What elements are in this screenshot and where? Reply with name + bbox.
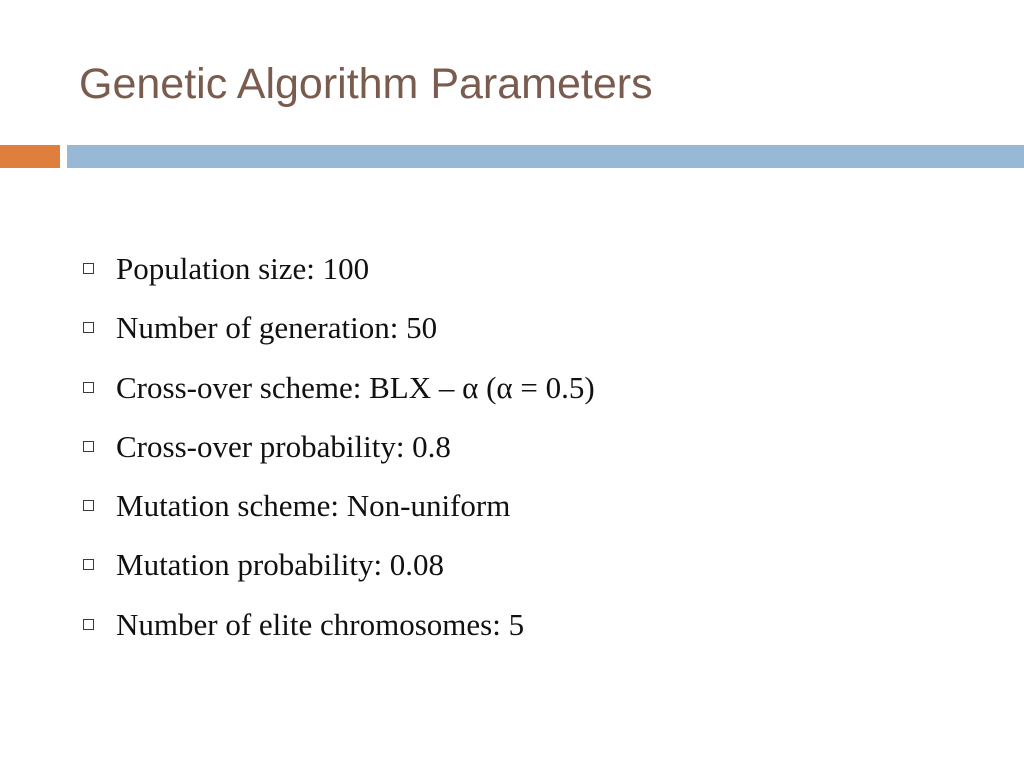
square-bullet-icon: [83, 559, 94, 570]
bullet-text: Cross-over probability: 0.8: [116, 428, 451, 464]
accent-bar-blue: [67, 145, 1024, 168]
accent-bar-orange: [0, 145, 60, 168]
square-bullet-icon: [83, 619, 94, 630]
bullet-text: Mutation probability: 0.08: [116, 547, 445, 583]
bullet-text: Number of generation: 50: [116, 310, 438, 346]
square-bullet-icon: [83, 322, 94, 333]
square-bullet-icon: [83, 263, 94, 274]
bullet-text: Cross-over scheme: BLX – α (α = 0.5): [116, 369, 595, 405]
bullet-text: Number of elite chromosomes: 5: [116, 606, 525, 642]
bullet-text: Mutation scheme: Non-uniform: [116, 488, 511, 524]
square-bullet-icon: [83, 382, 94, 393]
slide-title: Genetic Algorithm Parameters: [79, 60, 653, 108]
square-bullet-icon: [83, 500, 94, 511]
bullet-text: Population size: 100: [116, 251, 370, 286]
square-bullet-icon: [83, 441, 94, 452]
